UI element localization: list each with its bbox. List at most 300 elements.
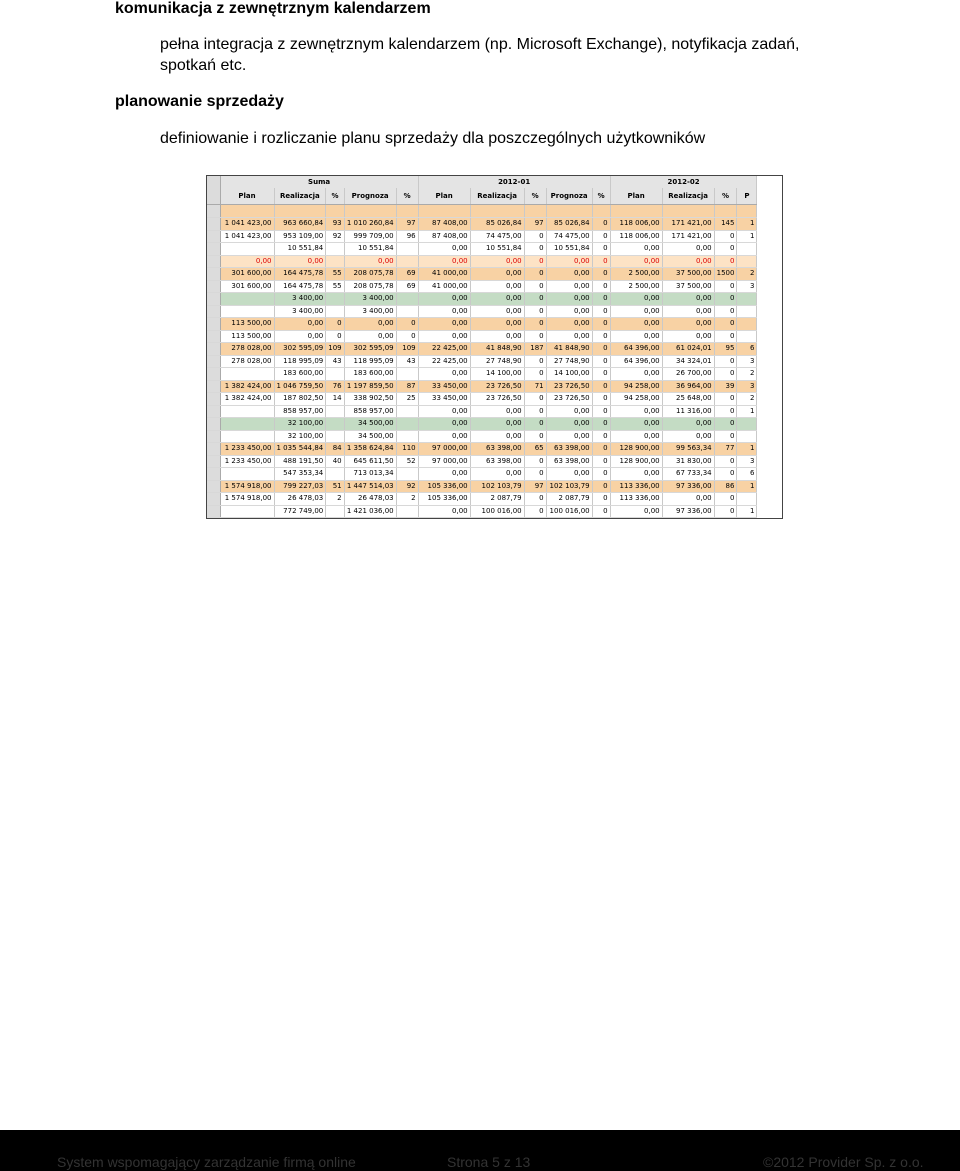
table-cell: 0 xyxy=(524,493,546,506)
table-cell: 0,00 xyxy=(610,243,662,256)
table-cell xyxy=(737,493,757,506)
row-index-cell xyxy=(207,430,220,443)
table-cell: 0,00 xyxy=(546,255,592,268)
table-cell: 0,00 xyxy=(344,318,396,331)
table-cell: 1 046 759,50 xyxy=(274,380,326,393)
table-cell: 2 500,00 xyxy=(610,280,662,293)
table-cell: 87 408,00 xyxy=(418,230,470,243)
table-cell: 0,00 xyxy=(418,243,470,256)
table-cell: 1500 xyxy=(714,268,737,281)
table-cell xyxy=(737,243,757,256)
table-cell: 41 000,00 xyxy=(418,268,470,281)
table-cell: 84 xyxy=(326,443,344,456)
table-cell xyxy=(326,255,344,268)
row-index-cell xyxy=(207,305,220,318)
table-cell: 63 398,00 xyxy=(546,455,592,468)
table-cell xyxy=(220,243,274,256)
table-cell: 100 016,00 xyxy=(470,505,524,518)
table-cell: 1 041 423,00 xyxy=(220,218,274,231)
table-cell: 0 xyxy=(592,255,610,268)
table-row xyxy=(207,405,757,418)
table-cell: 1 233 450,00 xyxy=(220,443,274,456)
table-cell xyxy=(220,468,274,481)
table-row xyxy=(207,430,757,443)
table-cell: 0 xyxy=(592,418,610,431)
table-cell: 0,00 xyxy=(470,305,524,318)
table-cell: 32 100,00 xyxy=(274,418,326,431)
table-cell: 40 xyxy=(326,455,344,468)
table-cell: 0 xyxy=(592,243,610,256)
row-index-cell xyxy=(207,218,220,231)
table-cell: 3 xyxy=(737,355,757,368)
table-cell: 0 xyxy=(592,443,610,456)
table-cell: 11 316,00 xyxy=(662,405,714,418)
table-cell: 3 400,00 xyxy=(274,293,326,306)
table-cell: 2 xyxy=(737,368,757,381)
row-index-cell xyxy=(207,188,220,205)
table-cell: 0,00 xyxy=(662,305,714,318)
column-header: Realizacja xyxy=(662,188,714,205)
table-cell: 110 xyxy=(396,443,418,456)
table-cell: 92 xyxy=(326,230,344,243)
table-cell: 302 595,09 xyxy=(344,343,396,356)
table-row xyxy=(207,480,757,493)
table-cell: 0 xyxy=(714,505,737,518)
table-cell: 0,00 xyxy=(344,255,396,268)
table-cell: 0 xyxy=(592,480,610,493)
sales-plan-table xyxy=(207,176,757,518)
table-cell: 0,00 xyxy=(418,255,470,268)
row-index-cell xyxy=(207,468,220,481)
table-cell: 301 600,00 xyxy=(220,280,274,293)
table-cell xyxy=(737,305,757,318)
table-cell: 33 450,00 xyxy=(418,380,470,393)
table-cell xyxy=(396,293,418,306)
table-cell xyxy=(220,368,274,381)
table-cell: 118 995,09 xyxy=(274,355,326,368)
table-cell: 2 500,00 xyxy=(610,268,662,281)
table-cell: 0,00 xyxy=(274,330,326,343)
table-cell: 0 xyxy=(714,230,737,243)
blank-cell xyxy=(344,205,396,218)
table-cell: 0,00 xyxy=(418,405,470,418)
table-cell: 799 227,03 xyxy=(274,480,326,493)
footer-copyright: ©2012 Provider Sp. z o.o. xyxy=(763,1154,924,1170)
table-cell: 105 336,00 xyxy=(418,493,470,506)
column-header-row xyxy=(207,188,757,205)
row-index-cell xyxy=(207,368,220,381)
table-cell: 953 109,00 xyxy=(274,230,326,243)
table-cell: 0 xyxy=(714,455,737,468)
table-cell: 77 xyxy=(714,443,737,456)
table-cell: 0,00 xyxy=(662,493,714,506)
table-cell: 94 258,00 xyxy=(610,380,662,393)
table-cell: 37 500,00 xyxy=(662,280,714,293)
table-cell xyxy=(737,430,757,443)
group-header: 2012-02 xyxy=(610,176,757,188)
table-cell xyxy=(396,405,418,418)
table-cell: 0 xyxy=(714,293,737,306)
table-cell: 26 478,03 xyxy=(274,493,326,506)
blank-cell xyxy=(326,205,344,218)
row-index-cell xyxy=(207,230,220,243)
table-cell: 0,00 xyxy=(662,318,714,331)
page-footer xyxy=(0,1130,960,1171)
table-cell: 0,00 xyxy=(662,430,714,443)
table-cell: 23 726,50 xyxy=(470,380,524,393)
table-cell: 0 xyxy=(592,505,610,518)
table-cell: 0,00 xyxy=(418,293,470,306)
table-cell: 0 xyxy=(524,305,546,318)
table-cell: 0 xyxy=(326,318,344,331)
blank-cell xyxy=(546,205,592,218)
column-header: Realizacja xyxy=(274,188,326,205)
table-cell: 0,00 xyxy=(470,330,524,343)
blank-cell xyxy=(714,205,737,218)
table-cell: 14 100,00 xyxy=(546,368,592,381)
table-cell: 27 748,90 xyxy=(470,355,524,368)
table-cell: 71 xyxy=(524,380,546,393)
table-cell: 0,00 xyxy=(546,418,592,431)
table-cell: 0 xyxy=(592,430,610,443)
table-cell: 113 336,00 xyxy=(610,493,662,506)
table-cell: 0 xyxy=(524,243,546,256)
table-cell: 64 396,00 xyxy=(610,343,662,356)
table-cell: 0 xyxy=(524,505,546,518)
table-cell: 22 425,00 xyxy=(418,343,470,356)
column-header: % xyxy=(592,188,610,205)
row-index-cell xyxy=(207,418,220,431)
table-cell xyxy=(396,418,418,431)
table-cell: 0,00 xyxy=(470,405,524,418)
table-cell xyxy=(220,305,274,318)
table-row xyxy=(207,493,757,506)
blank-cell xyxy=(592,205,610,218)
table-cell: 6 xyxy=(737,468,757,481)
table-cell: 1 382 424,00 xyxy=(220,393,274,406)
table-cell: 76 xyxy=(326,380,344,393)
table-cell: 0 xyxy=(524,330,546,343)
table-cell: 96 xyxy=(396,230,418,243)
table-cell: 63 398,00 xyxy=(546,443,592,456)
table-cell: 26 700,00 xyxy=(662,368,714,381)
table-cell: 1 197 859,50 xyxy=(344,380,396,393)
table-cell: 2 xyxy=(737,393,757,406)
column-header: P xyxy=(737,188,757,205)
table-cell: 1 010 260,84 xyxy=(344,218,396,231)
table-cell: 0 xyxy=(592,468,610,481)
table-row xyxy=(207,380,757,393)
table-cell: 86 xyxy=(714,480,737,493)
table-cell: 1 574 918,00 xyxy=(220,493,274,506)
table-cell: 0,00 xyxy=(418,430,470,443)
table-cell xyxy=(396,255,418,268)
table-cell: 338 902,50 xyxy=(344,393,396,406)
column-header: % xyxy=(524,188,546,205)
table-cell: 0 xyxy=(592,343,610,356)
table-cell: 0 xyxy=(524,355,546,368)
table-cell: 34 324,01 xyxy=(662,355,714,368)
table-cell: 2 xyxy=(326,493,344,506)
table-cell xyxy=(326,405,344,418)
table-cell: 118 006,00 xyxy=(610,218,662,231)
table-cell: 0,00 xyxy=(470,318,524,331)
table-cell: 118 995,09 xyxy=(344,355,396,368)
table-cell: 1 041 423,00 xyxy=(220,230,274,243)
section-text-calendar: pełna integracja z zewnętrznym kalendarzem (np. Microsoft Exchange), notyfikacja zadań, spotkań etc. xyxy=(160,36,800,74)
table-cell: 97 xyxy=(524,480,546,493)
blank-cell xyxy=(524,205,546,218)
table-cell: 0,00 xyxy=(546,293,592,306)
row-index-cell xyxy=(207,493,220,506)
table-cell: 10 551,84 xyxy=(546,243,592,256)
table-cell: 302 595,09 xyxy=(274,343,326,356)
table-row xyxy=(207,218,757,231)
table-cell: 94 258,00 xyxy=(610,393,662,406)
table-cell: 0,00 xyxy=(546,468,592,481)
table-cell: 1 xyxy=(737,480,757,493)
table-cell: 0 xyxy=(524,430,546,443)
table-cell: 0,00 xyxy=(418,468,470,481)
row-index-cell xyxy=(207,268,220,281)
column-header: Prognoza xyxy=(344,188,396,205)
table-cell: 10 551,84 xyxy=(344,243,396,256)
table-cell: 2 087,79 xyxy=(546,493,592,506)
table-cell: 3 400,00 xyxy=(344,293,396,306)
row-index-cell xyxy=(207,205,220,218)
table-cell: 0,00 xyxy=(418,505,470,518)
table-cell: 23 726,50 xyxy=(546,380,592,393)
table-cell: 164 475,78 xyxy=(274,268,326,281)
table-cell xyxy=(220,505,274,518)
table-row xyxy=(207,393,757,406)
column-header: Realizacja xyxy=(470,188,524,205)
table-cell: 87 xyxy=(396,380,418,393)
row-index-cell xyxy=(207,318,220,331)
corner-cell xyxy=(207,176,220,188)
table-cell: 0 xyxy=(714,355,737,368)
table-cell: 1 xyxy=(737,230,757,243)
group-header-row xyxy=(207,176,757,188)
table-cell: 63 398,00 xyxy=(470,443,524,456)
table-cell xyxy=(737,418,757,431)
table-cell: 0 xyxy=(524,318,546,331)
table-cell: 208 075,78 xyxy=(344,268,396,281)
table-cell: 113 336,00 xyxy=(610,480,662,493)
table-cell: 0,00 xyxy=(418,318,470,331)
table-cell: 0 xyxy=(524,293,546,306)
table-cell: 0,00 xyxy=(274,318,326,331)
column-header: Prognoza xyxy=(546,188,592,205)
table-cell xyxy=(396,368,418,381)
table-cell: 102 103,79 xyxy=(546,480,592,493)
table-cell: 145 xyxy=(714,218,737,231)
table-cell: 164 475,78 xyxy=(274,280,326,293)
table-cell: 208 075,78 xyxy=(344,280,396,293)
table-cell: 0,00 xyxy=(610,430,662,443)
table-cell: 100 016,00 xyxy=(546,505,592,518)
section-heading-sales-planning: planowanie sprzedaży xyxy=(115,93,284,110)
table-cell: 105 336,00 xyxy=(418,480,470,493)
table-cell: 39 xyxy=(714,380,737,393)
table-cell: 95 xyxy=(714,343,737,356)
table-row xyxy=(207,343,757,356)
table-cell: 85 026,84 xyxy=(546,218,592,231)
table-cell: 0 xyxy=(592,293,610,306)
group-header: 2012-01 xyxy=(418,176,610,188)
table-cell: 0,00 xyxy=(662,243,714,256)
table-cell: 0,00 xyxy=(470,468,524,481)
table-cell: 0 xyxy=(524,268,546,281)
column-header: % xyxy=(326,188,344,205)
table-cell: 0 xyxy=(524,280,546,293)
table-cell xyxy=(396,305,418,318)
table-cell: 63 398,00 xyxy=(470,455,524,468)
table-cell xyxy=(326,505,344,518)
table-cell xyxy=(396,468,418,481)
table-cell: 0,00 xyxy=(610,255,662,268)
table-cell: 36 964,00 xyxy=(662,380,714,393)
blank-cell xyxy=(418,205,470,218)
table-cell xyxy=(737,255,757,268)
table-row xyxy=(207,255,757,268)
table-cell: 43 xyxy=(396,355,418,368)
table-cell xyxy=(220,418,274,431)
table-cell: 61 024,01 xyxy=(662,343,714,356)
table-cell: 0,00 xyxy=(610,468,662,481)
table-cell: 0 xyxy=(714,368,737,381)
table-cell: 0 xyxy=(396,330,418,343)
column-header: Plan xyxy=(220,188,274,205)
table-cell: 0,00 xyxy=(418,418,470,431)
table-cell: 0,00 xyxy=(470,280,524,293)
table-cell: 0 xyxy=(592,393,610,406)
table-cell: 1 382 424,00 xyxy=(220,380,274,393)
table-cell: 87 408,00 xyxy=(418,218,470,231)
table-cell xyxy=(737,330,757,343)
table-cell: 0,00 xyxy=(470,430,524,443)
table-cell: 0,00 xyxy=(418,368,470,381)
row-index-cell xyxy=(207,505,220,518)
table-cell xyxy=(220,405,274,418)
table-cell: 2 xyxy=(737,268,757,281)
table-cell: 32 100,00 xyxy=(274,430,326,443)
table-cell: 0 xyxy=(592,355,610,368)
table-cell: 1 421 036,00 xyxy=(344,505,396,518)
table-cell: 171 421,00 xyxy=(662,218,714,231)
table-cell: 128 900,00 xyxy=(610,443,662,456)
table-row xyxy=(207,355,757,368)
table-cell: 1 xyxy=(737,443,757,456)
table-cell: 0,00 xyxy=(610,305,662,318)
table-cell: 67 733,34 xyxy=(662,468,714,481)
table-cell: 97 000,00 xyxy=(418,455,470,468)
sales-plan-spreadsheet-screenshot xyxy=(206,175,783,519)
table-cell: 0,00 xyxy=(610,505,662,518)
table-row xyxy=(207,368,757,381)
column-header: % xyxy=(714,188,737,205)
table-cell: 10 551,84 xyxy=(274,243,326,256)
table-cell xyxy=(396,505,418,518)
table-cell: 0 xyxy=(524,230,546,243)
table-cell: 645 611,50 xyxy=(344,455,396,468)
table-cell: 0,00 xyxy=(546,268,592,281)
table-cell: 0 xyxy=(592,230,610,243)
table-cell: 278 028,00 xyxy=(220,343,274,356)
table-row xyxy=(207,330,757,343)
table-cell: 92 xyxy=(396,480,418,493)
table-cell: 0,00 xyxy=(470,293,524,306)
table-cell: 41 000,00 xyxy=(418,280,470,293)
table-cell: 27 748,90 xyxy=(546,355,592,368)
blank-cell xyxy=(274,205,326,218)
table-cell: 0 xyxy=(524,255,546,268)
table-cell: 0 xyxy=(714,243,737,256)
table-cell: 1 574 918,00 xyxy=(220,480,274,493)
table-cell: 0,00 xyxy=(546,280,592,293)
table-cell: 187 xyxy=(524,343,546,356)
table-cell: 183 600,00 xyxy=(274,368,326,381)
table-cell: 52 xyxy=(396,455,418,468)
table-cell: 999 709,00 xyxy=(344,230,396,243)
row-index-cell xyxy=(207,343,220,356)
table-row xyxy=(207,418,757,431)
table-cell: 0 xyxy=(714,430,737,443)
column-header: Plan xyxy=(610,188,662,205)
table-cell: 1 233 450,00 xyxy=(220,455,274,468)
table-cell: 1 358 624,84 xyxy=(344,443,396,456)
table-cell: 0,00 xyxy=(610,405,662,418)
table-cell: 0,00 xyxy=(546,305,592,318)
table-cell: 0 xyxy=(714,305,737,318)
table-cell xyxy=(326,305,344,318)
section-heading-calendar: komunikacja z zewnętrznym kalendarzem xyxy=(115,0,431,17)
table-cell xyxy=(737,293,757,306)
table-row xyxy=(207,455,757,468)
table-cell: 0 xyxy=(714,318,737,331)
table-cell xyxy=(326,430,344,443)
row-index-cell xyxy=(207,405,220,418)
table-cell: 0,00 xyxy=(418,305,470,318)
table-cell: 0,00 xyxy=(546,405,592,418)
table-cell: 25 648,00 xyxy=(662,393,714,406)
row-index-cell xyxy=(207,330,220,343)
table-cell: 0 xyxy=(714,393,737,406)
table-cell: 0 xyxy=(524,455,546,468)
table-row xyxy=(207,305,757,318)
table-cell: 0 xyxy=(592,330,610,343)
table-cell: 0 xyxy=(524,368,546,381)
table-cell: 0 xyxy=(592,280,610,293)
table-cell: 23 726,50 xyxy=(470,393,524,406)
table-cell: 187 802,50 xyxy=(274,393,326,406)
table-cell: 0 xyxy=(592,268,610,281)
table-cell: 3 xyxy=(737,380,757,393)
table-cell: 0,00 xyxy=(470,268,524,281)
table-cell: 41 848,90 xyxy=(546,343,592,356)
table-cell: 0,00 xyxy=(220,255,274,268)
table-cell: 0,00 xyxy=(546,318,592,331)
table-cell: 23 726,50 xyxy=(546,393,592,406)
table-cell: 0,00 xyxy=(470,418,524,431)
table-cell: 1 xyxy=(737,218,757,231)
blank-cell xyxy=(737,205,757,218)
table-cell xyxy=(326,468,344,481)
table-cell: 2 xyxy=(396,493,418,506)
table-cell: 85 026,84 xyxy=(470,218,524,231)
footer-page-number: Strona 5 z 13 xyxy=(447,1154,531,1170)
table-cell: 1 xyxy=(737,505,757,518)
